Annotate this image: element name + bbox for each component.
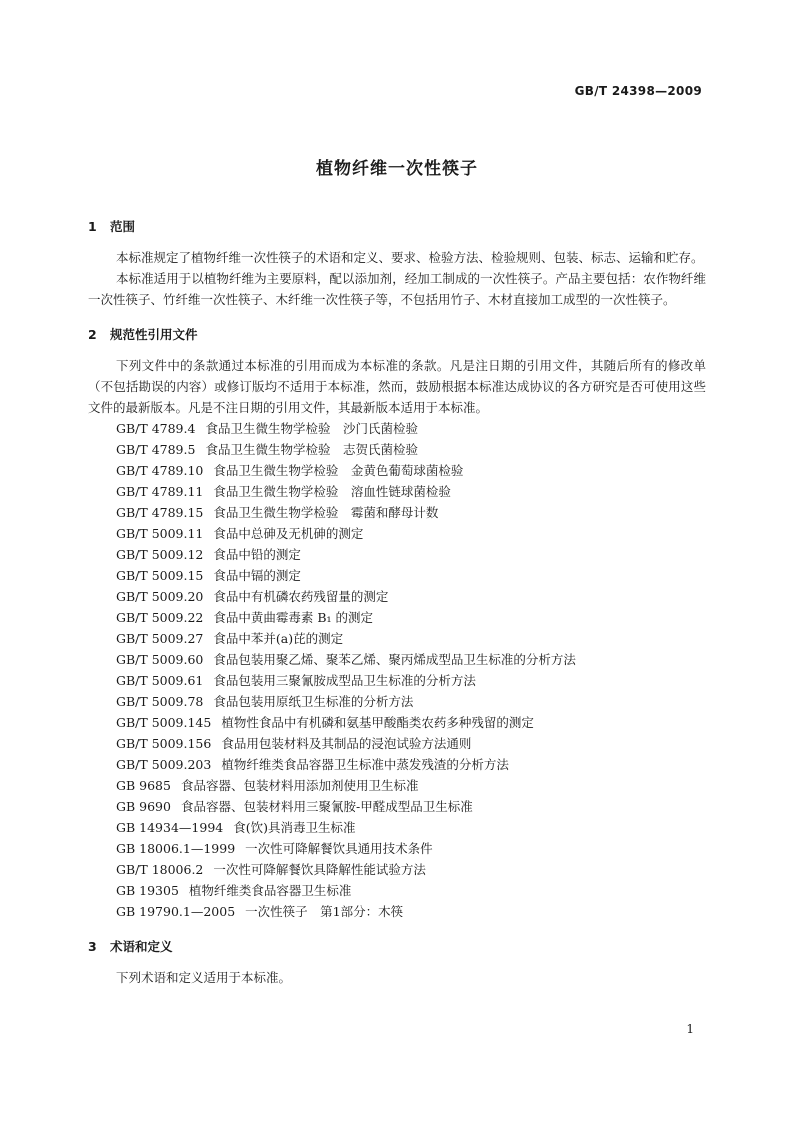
reference-item [116,817,706,838]
section-number: 1 [88,219,97,234]
reference-code: GB 14934—1994 [116,820,224,835]
reference-title: 一次性可降解餐饮具通用技术条件 [245,841,433,856]
reference-code: GB/T 5009.61 [116,673,204,688]
reference-title: 食品包装用聚乙烯、聚苯乙烯、聚丙烯成型品卫生标准的分析方法 [213,652,576,667]
reference-title: 食品中有机磷农药残留量的测定 [213,589,389,604]
section-heading-scope [88,216,706,237]
reference-title: 食品容器、包装材料用添加剂使用卫生标准 [180,778,419,793]
reference-list [88,418,706,922]
reference-item [116,796,706,817]
reference-item [116,628,706,649]
reference-code: GB/T 5009.27 [116,631,204,646]
section-heading-terms-definitions [88,936,706,957]
reference-item [116,460,706,481]
reference-item [116,607,706,628]
reference-item [116,754,706,775]
reference-item [116,544,706,565]
reference-title: 食品卫生微生物学检验 金黄色葡萄球菌检验 [213,463,464,478]
reference-title: 一次性可降解餐饮具降解性能试验方法 [213,862,426,877]
reference-code: GB/T 4789.15 [116,505,204,520]
reference-code: GB 9685 [116,778,171,793]
page-number: 1 [686,1022,694,1036]
paragraph: 本标准适用于以植物纤维为主要原料，配以添加剂，经加工制成的一次性筷子。产品主要包括：农作物纤维一次性筷子、竹纤维一次性筷子、木纤维一次性筷子等，不包括用竹子、木材直接加工成型的一次性筷子。 [88,271,706,307]
reference-title: 食品卫生微生物学检验 溶血性链球菌检验 [213,484,451,499]
section-title: 术语和定义 [110,939,173,954]
section-heading-normative-references [88,324,706,345]
reference-code: GB/T 5009.203 [116,757,212,772]
reference-code: GB/T 5009.12 [116,547,204,562]
document-title: 植物纤维一次性筷子 [316,159,478,179]
reference-code: GB 18006.1—1999 [116,841,236,856]
reference-item [116,439,706,460]
reference-code: GB/T 4789.11 [116,484,204,499]
reference-item [116,649,706,670]
reference-code: GB/T 5009.11 [116,526,204,541]
reference-code: GB/T 4789.5 [116,442,196,457]
reference-title: 食品中黄曲霉毒素 B₁ 的测定 [213,610,374,625]
reference-title: 食品用包装材料及其制品的浸泡试验方法通则 [221,736,472,751]
reference-code: GB 19305 [116,883,179,898]
reference-title: 食(饮)具消毒卫生标准 [233,820,356,835]
reference-item [116,838,706,859]
reference-item [116,565,706,586]
reference-item [116,733,706,754]
reference-title: 植物性食品中有机磷和氨基甲酸酯类农药多种残留的测定 [221,715,534,730]
reference-item [116,775,706,796]
standard-code: GB/T 24398—2009 [574,84,702,98]
reference-title: 食品卫生微生物学检验 沙门氏菌检验 [205,421,418,436]
reference-title: 食品卫生微生物学检验 志贺氏菌检验 [205,442,418,457]
reference-item [116,691,706,712]
reference-item [116,586,706,607]
reference-item [116,880,706,901]
reference-item [116,502,706,523]
reference-code: GB/T 5009.22 [116,610,204,625]
paragraph: 下列术语和定义适用于本标准。 [116,970,292,985]
reference-title: 食品包装用原纸卫生标准的分析方法 [213,694,414,709]
section-number: 3 [88,939,97,954]
reference-title: 食品中镉的测定 [213,568,301,583]
paragraph: 下列文件中的条款通过本标准的引用而成为本标准的条款。凡是注日期的引用文件，其随后所有的修改单（不包括勘误的内容）或修订版均不适用于本标准，然而，鼓励根据本标准达成协议的各方研究是否可使用这些文件的最新版本。凡是不注日期的引用文件，其最新版本适用于本标准。 [88,358,706,415]
reference-item [116,901,706,922]
reference-title: 食品中铅的测定 [213,547,301,562]
reference-title: 食品中苯并(a)芘的测定 [213,631,344,646]
reference-title: 食品中总砷及无机砷的测定 [213,526,364,541]
reference-item [116,670,706,691]
reference-code: GB/T 5009.15 [116,568,204,583]
paragraph: 本标准规定了植物纤维一次性筷子的术语和定义、要求、检验方法、检验规则、包装、标志、运输和贮存。 [116,250,704,265]
reference-code: GB/T 4789.4 [116,421,196,436]
reference-title: 植物纤维类食品容器卫生标准 [188,883,352,898]
reference-item [116,523,706,544]
reference-code: GB/T 5009.60 [116,652,204,667]
reference-item [116,859,706,880]
reference-code: GB/T 5009.78 [116,694,204,709]
section-number: 2 [88,327,97,342]
document-body [88,216,706,988]
reference-code: GB 19790.1—2005 [116,904,236,919]
reference-title: 食品包装用三聚氰胺成型品卫生标准的分析方法 [213,673,476,688]
section-title: 范围 [110,219,136,234]
section-title: 规范性引用文件 [110,327,198,342]
reference-title: 食品卫生微生物学检验 霉菌和酵母计数 [213,505,439,520]
reference-title: 一次性筷子 第1部分：木筷 [245,904,404,919]
reference-code: GB/T 18006.2 [116,862,204,877]
reference-item [116,481,706,502]
reference-code: GB/T 4789.10 [116,463,204,478]
reference-title: 食品容器、包装材料用三聚氰胺-甲醛成型品卫生标准 [180,799,473,814]
reference-title: 植物纤维类食品容器卫生标准中蒸发残渣的分析方法 [221,757,509,772]
reference-code: GB 9690 [116,799,171,814]
reference-code: GB/T 5009.20 [116,589,204,604]
reference-code: GB/T 5009.156 [116,736,212,751]
reference-item [116,712,706,733]
reference-item [116,418,706,439]
reference-code: GB/T 5009.145 [116,715,212,730]
